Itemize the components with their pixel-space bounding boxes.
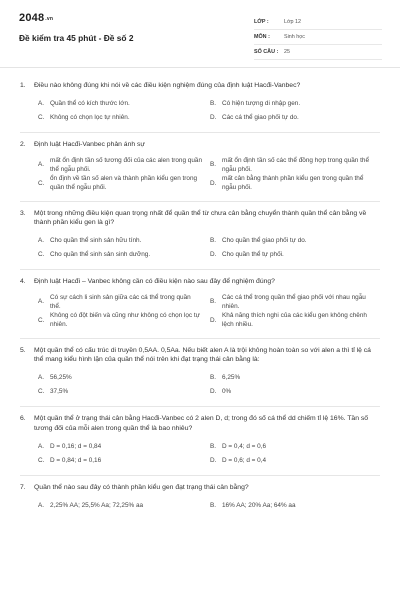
- question-text: Định luật Hacđi-Vanbec phản ánh sự: [34, 141, 145, 149]
- meta-row-count: [254, 45, 382, 60]
- exam-title: Đề kiểm tra 45 phút - Đề số 2: [19, 33, 134, 43]
- exam-header: [0, 0, 400, 68]
- meta-row-class: [254, 15, 382, 30]
- option-letter: D.: [210, 250, 217, 258]
- answer-option[interactable]: [210, 453, 382, 467]
- meta-row-subject: [254, 30, 382, 45]
- option-text: Không có chọn lọc tự nhiên.: [50, 113, 130, 121]
- answer-option[interactable]: [38, 247, 210, 261]
- option-letter: D.: [210, 179, 217, 187]
- answer-options: [38, 233, 382, 261]
- question-block: [20, 483, 382, 512]
- option-text: Quần thể có kích thước lớn.: [50, 99, 130, 107]
- option-letter: C.: [38, 179, 45, 187]
- question-number: 6.: [20, 415, 26, 423]
- meta-label: SỐ CÂU :: [254, 49, 279, 55]
- answer-options: [38, 96, 382, 124]
- answer-options: [38, 293, 382, 330]
- option-text: 2,25% AA; 25,5% Aa; 72,25% aa: [50, 502, 144, 510]
- logo-main: 2048: [19, 12, 45, 24]
- answer-option[interactable]: [38, 174, 210, 192]
- question-stem: [20, 209, 382, 228]
- question-divider: [20, 201, 380, 202]
- option-text: 56,25%: [50, 373, 72, 381]
- option-text: mất cân bằng thành phần kiểu gen trong quần thể ngẫu phối.: [222, 175, 364, 192]
- option-letter: B.: [210, 99, 217, 107]
- question-divider: [20, 406, 380, 407]
- answer-option[interactable]: [38, 233, 210, 247]
- option-letter: A.: [38, 161, 45, 169]
- option-text: Các cá thể trong quần thể giao phối với nhau ngẫu nhiên.: [222, 293, 366, 311]
- option-text: D = 0,6; d = 0,4: [222, 456, 267, 464]
- question-divider: [20, 475, 380, 476]
- answer-option[interactable]: [210, 311, 382, 329]
- question-list: [0, 81, 400, 513]
- option-text: Các cá thể giao phối tự do.: [222, 113, 299, 121]
- option-letter: A.: [38, 298, 45, 306]
- question-number: 7.: [20, 484, 26, 492]
- option-text: ổn định về tần số alen và thành phần kiểu gen trong quần thể ngẫu phối.: [50, 175, 198, 192]
- option-letter: A.: [38, 99, 45, 107]
- question-block: [20, 277, 382, 329]
- answer-option[interactable]: [38, 384, 210, 398]
- question-text: Điều nào không đúng khi nói về các điều kiện nghiệm đúng của định luật Hacđi-Vanbec?: [34, 82, 301, 89]
- option-letter: C.: [38, 250, 45, 258]
- meta-label: MÔN :: [254, 34, 270, 40]
- answer-options: [38, 439, 382, 467]
- question-stem: [20, 414, 382, 433]
- meta-value: Lớp 12: [284, 19, 302, 25]
- question-block: [20, 140, 382, 192]
- answer-option[interactable]: [38, 96, 210, 110]
- question-stem: [20, 483, 382, 492]
- option-letter: C.: [38, 113, 45, 121]
- option-text: Cho quần thể giao phối tự do.: [222, 236, 307, 244]
- answer-option[interactable]: [38, 453, 210, 467]
- meta-label: LỚP :: [254, 19, 269, 25]
- option-text: D = 0,16; d = 0,84: [50, 442, 102, 450]
- option-text: mất ổn định tần số tương đối của các alen trong quần thể ngẫu phối.: [50, 156, 203, 174]
- answer-option[interactable]: [210, 370, 382, 384]
- question-number: 1.: [20, 82, 26, 89]
- question-text: Một quần thể có cấu trúc di truyền 0,5AA. 0,5Aa. Nếu biết alen A là trội không hoàn toàn so với alen a thì tỉ lệ cá thể mang kiểu hình lặn của quần thể nói trên khi đạt trạng thái cân bằng là:: [34, 346, 371, 364]
- question-block: [20, 81, 382, 124]
- question-divider: [20, 338, 380, 339]
- option-letter: D.: [210, 113, 217, 121]
- answer-option[interactable]: [210, 174, 382, 192]
- answer-option[interactable]: [210, 293, 382, 311]
- option-letter: B.: [210, 502, 217, 510]
- question-number: 4.: [20, 278, 26, 286]
- option-text: Có sự cách li sinh sản giữa các cá thể trong quần thể.: [50, 293, 191, 311]
- option-text: 0%: [222, 387, 232, 395]
- answer-option[interactable]: [210, 384, 382, 398]
- option-letter: A.: [38, 502, 45, 510]
- option-text: Khả năng thích nghi của các kiểu gen không chênh lệch nhiều.: [222, 312, 367, 329]
- option-letter: C.: [38, 316, 45, 324]
- option-letter: B.: [210, 442, 217, 450]
- option-text: Cho quần thể tự phối.: [222, 250, 284, 258]
- option-letter: B.: [210, 161, 217, 169]
- option-text: Không có đột biến và cũng như không có chọn lọc tự nhiên.: [50, 312, 200, 329]
- option-text: Có hiện tượng di nhập gen.: [222, 99, 301, 107]
- answer-option[interactable]: [38, 293, 210, 311]
- answer-option[interactable]: [210, 233, 382, 247]
- answer-option[interactable]: [38, 499, 210, 513]
- option-text: 6,25%: [222, 373, 241, 381]
- answer-options: [38, 370, 382, 398]
- option-letter: D.: [210, 456, 217, 464]
- option-letter: D.: [210, 387, 217, 395]
- answer-option[interactable]: [210, 247, 382, 261]
- option-text: 37,5%: [50, 387, 69, 395]
- question-text: Một quần thể ở trạng thái cân bằng Hacđi-Vanbec có 2 alen D, d; trong đó số cá thể dd chiếm tỉ lệ 16%. Tần số tương đối của mỗi alen trong quần thể là bao nhiêu?: [34, 415, 369, 432]
- answer-option[interactable]: [38, 439, 210, 453]
- question-stem: [20, 140, 382, 149]
- question-block: [20, 346, 382, 399]
- option-text: mất ổn định tần số các thể đồng hợp trong quần thể ngẫu phối.: [222, 156, 370, 174]
- option-text: 16% AA; 20% Aa; 64% aa: [222, 502, 296, 510]
- answer-option[interactable]: [210, 156, 382, 174]
- meta-value: 25: [284, 49, 290, 55]
- answer-option[interactable]: [210, 96, 382, 110]
- question-text: Quần thể nào sau đây có thành phần kiểu gen đạt trạng thái cân bằng?: [34, 484, 249, 492]
- question-stem: [20, 346, 382, 365]
- logo-suffix: .vn: [45, 16, 54, 22]
- option-letter: B.: [210, 373, 217, 381]
- answer-option[interactable]: [38, 370, 210, 384]
- answer-options: [38, 156, 382, 193]
- option-letter: C.: [38, 387, 45, 395]
- option-text: D = 0,84; d = 0,16: [50, 456, 102, 464]
- option-letter: B.: [210, 236, 217, 244]
- option-text: Cho quần thể sinh sản sinh dưỡng.: [50, 250, 151, 258]
- question-block: [20, 414, 382, 467]
- question-number: 3.: [20, 209, 26, 217]
- question-divider: [20, 132, 380, 133]
- question-text: Một trong những điều kiện quan trọng nhất để quần thể từ chưa cân bằng chuyển thành quần thể cân bằng về thành phần kiểu gen là gì?: [34, 209, 367, 227]
- answer-option[interactable]: [210, 110, 382, 124]
- option-letter: A.: [38, 442, 45, 450]
- question-number: 2.: [20, 141, 26, 149]
- answer-option[interactable]: [38, 110, 210, 124]
- question-stem: [20, 277, 382, 286]
- question-divider: [20, 269, 380, 270]
- option-text: D = 0,4; d = 0,6: [222, 442, 267, 450]
- meta-value: Sinh học: [284, 34, 305, 40]
- site-logo[interactable]: [19, 12, 53, 24]
- question-block: [20, 209, 382, 262]
- exam-meta: [254, 15, 382, 60]
- answer-option[interactable]: [210, 439, 382, 453]
- question-text: Định luật Hacđi – Vanbec không cần có điều kiện nào sau đây để nghiệm đúng?: [34, 278, 275, 286]
- option-letter: D.: [210, 316, 217, 324]
- option-letter: A.: [38, 373, 45, 381]
- option-letter: A.: [38, 236, 45, 244]
- answer-option[interactable]: [38, 156, 210, 174]
- question-number: 5.: [20, 346, 26, 354]
- answer-option[interactable]: [38, 311, 210, 329]
- option-text: Cho quần thể sinh sản hữu tính.: [50, 236, 142, 244]
- answer-options: [38, 499, 382, 513]
- option-letter: C.: [38, 456, 45, 464]
- answer-option[interactable]: [210, 499, 382, 513]
- question-stem: [20, 81, 382, 90]
- option-letter: B.: [210, 298, 217, 306]
